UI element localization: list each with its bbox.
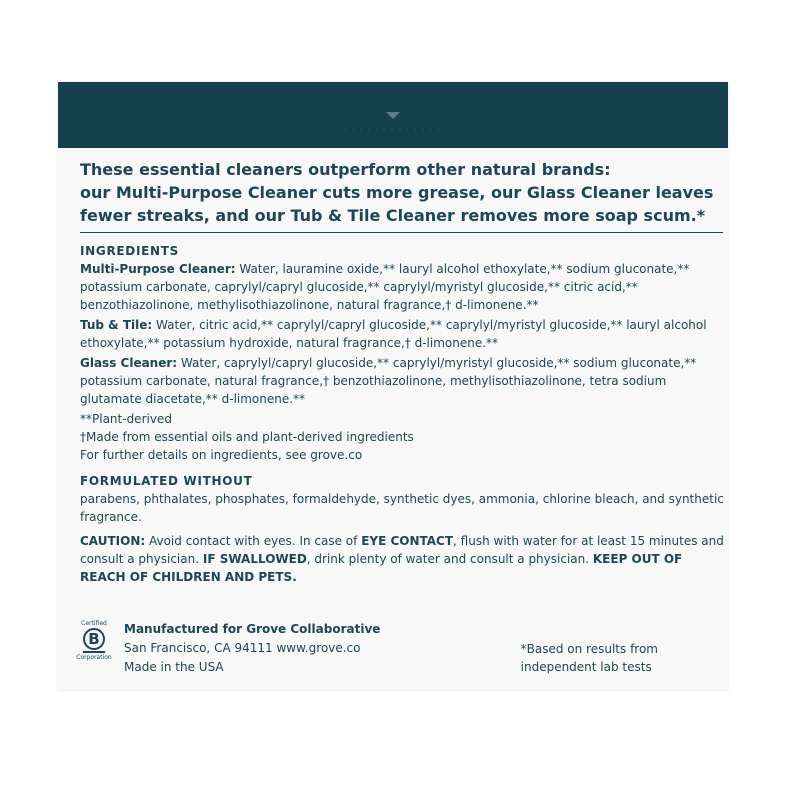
b-corp-bar bbox=[83, 651, 105, 653]
eye-contact-label: EYE CONTACT bbox=[361, 534, 454, 548]
b-corp-letter: B bbox=[88, 630, 100, 648]
manufacturer-name: Manufactured for Grove Collaborative bbox=[124, 622, 381, 636]
b-corp-icon bbox=[83, 628, 105, 650]
footnote bbox=[521, 640, 658, 676]
keep-out-warning: KEEP OUT OF REACH OF CHILDREN AND PETS. bbox=[80, 552, 683, 584]
caution-part-2: , flush with water for at least 15 minutes and consult a physician. bbox=[80, 534, 724, 566]
headline bbox=[80, 158, 720, 227]
formulated-without-heading: FORMULATED WITHOUT bbox=[80, 474, 253, 488]
footnote-line-1: *Based on results from bbox=[520, 642, 658, 656]
ingredients-section bbox=[80, 242, 728, 586]
tub-tile-label: Tub & Tile: bbox=[80, 318, 153, 332]
b-corp-logo bbox=[76, 620, 112, 676]
caution-text bbox=[80, 532, 728, 586]
b-corp-corporation: Corporation bbox=[76, 654, 112, 661]
headline-line-3: fewer streaks, and our Tub & Tile Cleaner removes more soap scum.* bbox=[80, 206, 706, 225]
note-essential-oils: †Made from essential oils and plant-derived ingredients bbox=[80, 430, 414, 444]
multi-purpose-ingredients bbox=[80, 260, 728, 314]
footer bbox=[74, 620, 714, 680]
divider bbox=[80, 232, 723, 233]
note-further-details: For further details on ingredients, see grove.co bbox=[80, 448, 363, 462]
glass-ingredients bbox=[80, 354, 728, 408]
multi-purpose-label: Multi-Purpose Cleaner: bbox=[80, 262, 236, 276]
footnote-line-2: independent lab tests bbox=[520, 660, 652, 674]
tub-tile-ingredients bbox=[80, 316, 728, 352]
b-corp-certified: Certified bbox=[81, 620, 107, 627]
glass-text: Water, caprylyl/capryl glucoside,** caprylyl/myristyl glucoside,** sodium gluconate,** potassium carbonate, natural fragrance,† benzothiazolinone, methylisothiazolinone, tetra sodium glutamate diacetate,** d-limonene.** bbox=[80, 356, 697, 406]
ingredients-heading: INGREDIENTS bbox=[80, 244, 179, 258]
headline-line-2: our Multi-Purpose Cleaner cuts more grease, our Glass Cleaner leaves bbox=[80, 183, 714, 202]
tub-tile-text: Water, citric acid,** caprylyl/capryl glucoside,** caprylyl/myristyl glucoside,** lauryl alcohol ethoxylate,** potassium hydroxide, natural fragrance,† d-limonene.** bbox=[80, 318, 707, 350]
caution-label: CAUTION: bbox=[80, 534, 146, 548]
caution-part-1: Avoid contact with eyes. In case of bbox=[145, 534, 362, 548]
caution-part-3: , drink plenty of water and consult a physician. bbox=[306, 552, 593, 566]
if-swallowed-label: IF SWALLOWED bbox=[202, 552, 307, 566]
headline-line-1: These essential cleaners outperform other natural brands: bbox=[80, 160, 611, 179]
manufacturer-info bbox=[124, 620, 380, 677]
formulated-without-text: parabens, phthalates, phosphates, formaldehyde, synthetic dyes, ammonia, chlorine bleach, and synthetic fragrance. bbox=[80, 492, 724, 524]
multi-purpose-text: Water, lauramine oxide,** lauryl alcohol ethoxylate,** sodium gluconate,** potassium carbonate, caprylyl/capryl glucoside,** caprylyl/myristyl glucoside,** citric acid,** benzothiazolinone, methylisothiazolinone, natural fragrance,† d-limonene.** bbox=[80, 262, 690, 312]
top-band-tagline: · · · · · · · · · · · · · bbox=[344, 127, 442, 134]
glass-label: Glass Cleaner: bbox=[80, 356, 178, 370]
manufacturer-origin: Made in the USA bbox=[124, 660, 224, 674]
package-top-band bbox=[58, 82, 728, 148]
note-plant-derived: **Plant-derived bbox=[80, 412, 172, 426]
manufacturer-address: San Francisco, CA 94111 www.grove.co bbox=[124, 641, 361, 655]
logo-mark-icon bbox=[386, 112, 400, 119]
